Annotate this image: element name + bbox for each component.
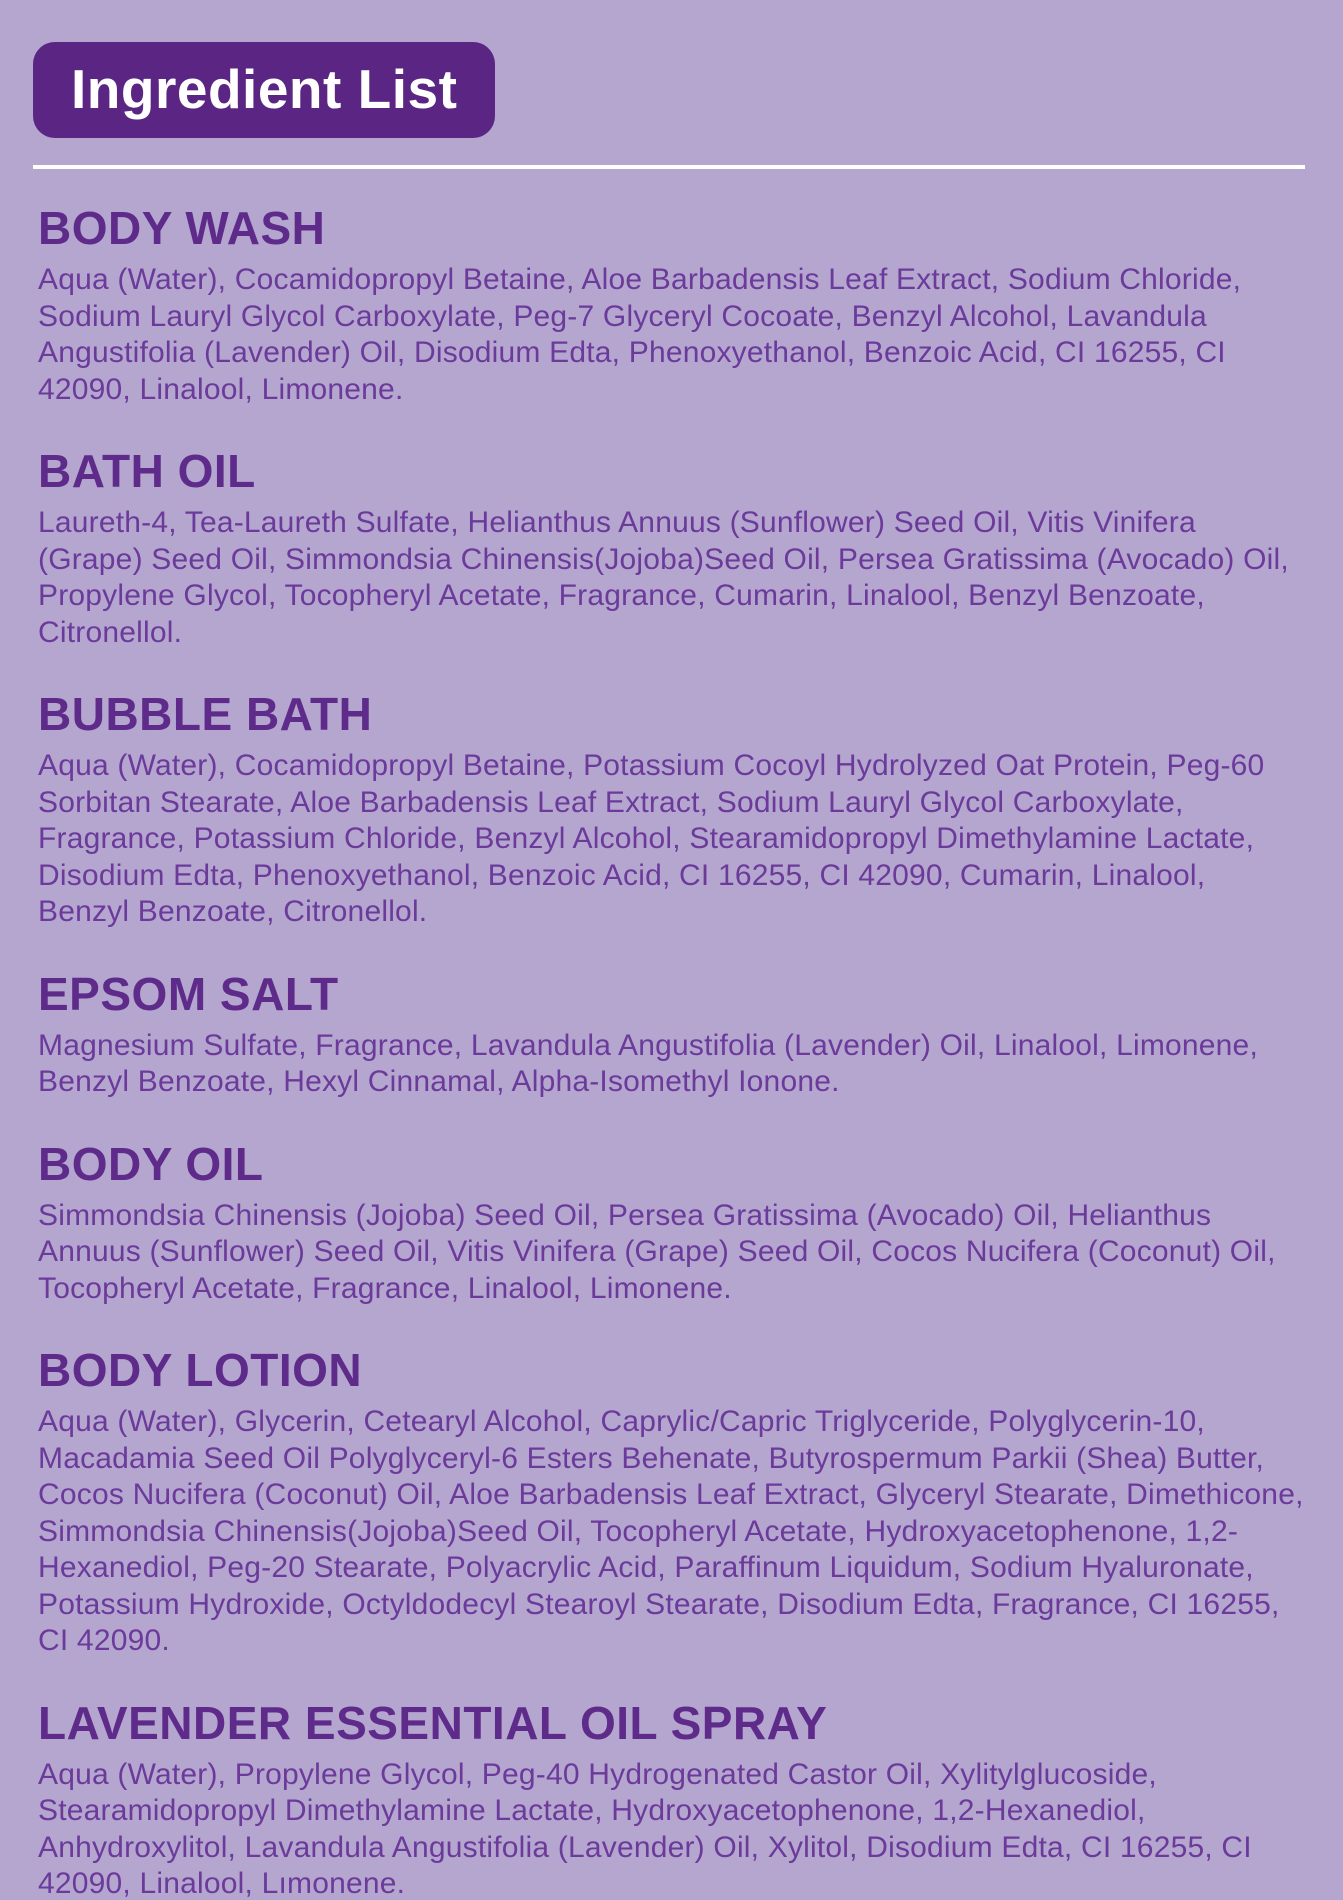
section-body-oil [38, 1139, 1305, 1308]
page-title: Ingredient List [71, 58, 458, 120]
ingredients-text: Laureth-4, Tea-Laureth Sulfate, Helianthus Annuus (Sunflower) Seed Oil, Vitis Vinifera (Grape) Seed Oil, Simmondsia Chinensis(Jojoba)Seed Oil, Persea Gratissima (Avocado) Oil, Propylene Glycol, Tocopheryl Acetate, Fragrance, Cumarin, Linalool, Benzyl Benzoate, Citronellol. [38, 506, 1289, 649]
section-title: EPSOM SALT [38, 967, 339, 1020]
section-body-lotion [38, 1345, 1305, 1660]
ingredients-text: Magnesium Sulfate, Fragrance, Lavandula Angustifolia (Lavender) Oil, Linalool, Limonene, Benzyl Benzoate, Hexyl Cinnamal, Alpha-Isomethyl Ionone. [38, 1028, 1258, 1098]
section-body-wash [38, 203, 1305, 408]
header [0, 0, 1343, 169]
section-title: BODY WASH [38, 202, 326, 254]
ingredients-text: Aqua (Water), Glycerin, Cetearyl Alcohol, Caprylic/Capric Triglyceride, Polyglycerin-10, Macadamia Seed Oil Polyglyceryl-6 Esters Behenate, Butyrospermum Parkii (Shea) Butter, Cocos Nucifera (Coconut) Oil, Aloe Barbadensis Leaf Extract, Glyceryl Stearate, Dimethicone, Simmondsia Chinensis(Jojoba)Seed Oil, Tocopheryl Acetate, Hydroxyacetophenone, 1,2-Hexanediol, Peg-20 Stearate, Polyacrylic Acid, Paraffinum Liquidum, Sodium Hyaluronate, Potassium Hydroxide, Octyldodecyl Stearoyl Stearate, Disodium Edta, Fragrance, CI 16255, CI 42090. [38, 1405, 1304, 1657]
ingredients-text: Aqua (Water), Cocamidopropyl Betaine, Aloe Barbadensis Leaf Extract, Sodium Chloride, Sodium Lauryl Glycol Carboxylate, Peg-7 Glyceryl Cocoate, Benzyl Alcohol, Lavandula Angustifolia (Lavender) Oil, Disodium Edta, Phenoxyethanol, Benzoic Acid, CI 16255, CI 42090, Linalool, Limonene. [38, 263, 1242, 406]
section-bath-oil [38, 446, 1305, 651]
ingredients-text: Aqua (Water), Cocamidopropyl Betaine, Potassium Cocoyl Hydrolyzed Oat Protein, Peg-60 Sorbitan Stearate, Aloe Barbadensis Leaf Extract, Sodium Lauryl Glycol Carboxylate, Fragrance, Potassium Chloride, Benzyl Alcohol, Stearamidopropyl Dimethylamine Lactate, Disodium Edta, Phenoxyethanol, Benzoic Acid, CI 16255, CI 42090, Cumarin, Linalool, Benzyl Benzoate, Citronellol. [38, 749, 1265, 928]
page-title-pill [33, 42, 495, 138]
ingredients-text: Simmondsia Chinensis (Jojoba) Seed Oil, Persea Gratissima (Avocado) Oil, Helianthus Annuus (Sunflower) Seed Oil, Vitis Vinifera (Grape) Seed Oil, Cocos Nucifera (Coconut) Oil, Tocopheryl Acetate, Fragrance, Linalool, Limonene. [38, 1198, 1276, 1305]
section-lavender-essential-oil-spray [38, 1698, 1305, 1900]
section-title: BODY OIL [38, 1137, 264, 1190]
section-title: BATH OIL [38, 445, 256, 497]
section-title: BUBBLE BATH [38, 688, 373, 740]
section-epsom-salt [38, 969, 1305, 1101]
section-bubble-bath [38, 689, 1305, 931]
section-title: LAVENDER ESSENTIAL OIL SPRAY [38, 1696, 828, 1749]
ingredients-text: Aqua (Water), Propylene Glycol, Peg-40 Hydrogenated Castor Oil, Xylitylglucoside, Stearamidopropyl Dimethylamine Lactate, Hydroxyacetophenone, 1,2-Hexanediol, Anhydroxylitol, Lavandula Angustifolia (Lavender) Oil, Xylitol, Disodium Edta, CI 16255, CI 42090, Linalool, Lımonene. [38, 1757, 1252, 1900]
section-title: BODY LOTION [38, 1344, 363, 1396]
sections-container [0, 169, 1343, 1900]
